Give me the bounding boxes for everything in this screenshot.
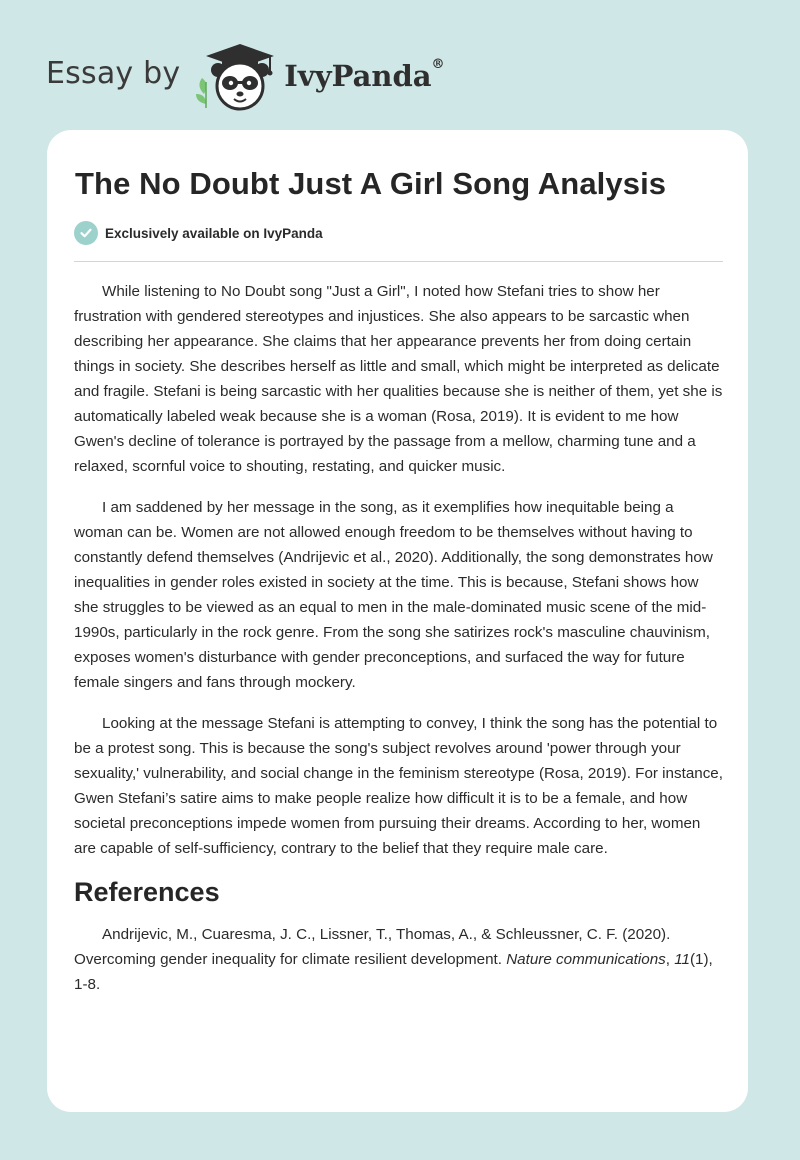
reference-item <box>74 922 724 997</box>
header-divider <box>74 261 723 262</box>
site-header <box>46 36 445 116</box>
reference-pages: (1), 1-8. <box>74 951 713 993</box>
essay-paragraph: I am saddened by her message in the song, as it exemplifies how inequitable being a woman can be. Women are not allowed enough freedom to be themselves without having to constantly defend themselves (Andrijevic et al., 2020). Additionally, the song demonstrates how inequalities in gender roles existed in society at the time. This is because, Stefani shows how she struggles to be viewed as an equal to men in the male-dominated music scene of the mid-1990s, particularly in the rock genre. From the song she satirizes rock's masculine chauvinism, exposes women's disturbance with gender preconceptions, and surfaced the way for future female singers and fans through mockery. <box>74 499 713 691</box>
reference-authors: Andrijevic, M., Cuaresma, J. C., Lissner, T., Thomas, A., & Schleussner, C. F. (2020). Overcoming gender inequality for climate resilient development. <box>74 926 671 968</box>
essay-paragraph: While listening to No Doubt song "Just a Girl", I noted how Stefani tries to show her frustration with gendered stereotypes and injustices. She also appears to be sarcastic when describing her appearance. She claims that her appearance prevents her from doing certain things in society. She describes herself as little and small, which might be interpreted as delicate and fragile. Stefani is being sarcastic with her qualities because she is neither of them, yet she is automatically labeled weak because she is a woman (Rosa, 2019). It is evident to me how Gwen's decline of tolerance is portrayed by the passage from a mellow, charming tune and a relaxed, scornful voice to shouting, restating, and quicker music. <box>74 283 723 475</box>
essay-title: The No Doubt Just A Girl Song Analysis <box>75 166 667 201</box>
exclusive-notice <box>74 221 323 245</box>
exclusive-label: Exclusively available on IvyPanda <box>105 225 323 241</box>
reference-volume: 11 <box>674 951 690 968</box>
essay-paragraph: Looking at the message Stefani is attempting to convey, I think the song has the potential to be a protest song. This is because the song's subject revolves around 'power through your sexuality,' vulnerability, and social change in the feminism stereotype (Rosa, 2019). For instance, Gwen Stefani’s satire aims to make people realize how difficult it is to be a female, and how societal preconceptions impede women from pursuing their dreams. According to her, women are capable of self-sufficiency, contrary to the belief that they require male care. <box>74 715 723 857</box>
references-heading: References <box>74 877 220 907</box>
check-badge-icon <box>74 221 98 245</box>
brand-name[interactable]: IvyPanda® <box>284 57 445 93</box>
essay-card <box>47 130 748 1112</box>
reference-journal: Nature communications <box>506 951 666 968</box>
essay-body <box>74 279 724 997</box>
reference-separator: , <box>665 951 675 968</box>
panda-graduate-logo-icon[interactable] <box>194 38 278 114</box>
essay-by-label: Essay by <box>46 55 181 91</box>
registered-mark: ® <box>431 57 445 72</box>
